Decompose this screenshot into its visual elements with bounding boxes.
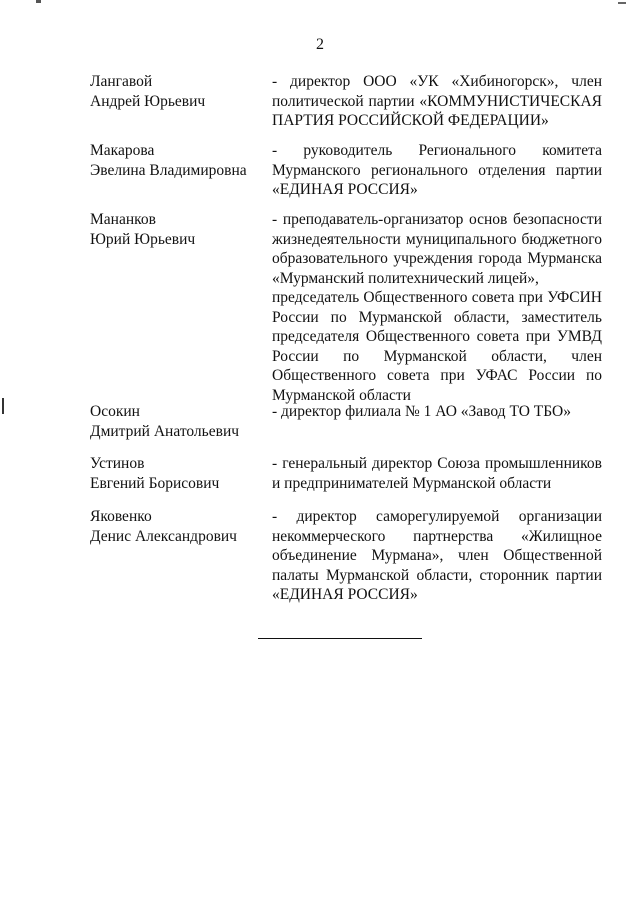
person-description	[272, 210, 602, 405]
person-name	[90, 454, 265, 493]
person-name	[90, 210, 265, 249]
given-name: Евгений Борисович	[90, 474, 220, 492]
person-name	[90, 141, 265, 180]
surname: Осокин	[90, 403, 140, 420]
surname: Устинов	[90, 455, 145, 472]
person-description	[272, 507, 602, 605]
surname: Макарова	[90, 142, 155, 159]
description-paragraph: - генеральный директор Союза промышленников и предпринимателей Мурманской области	[272, 455, 602, 492]
description-paragraph: - директор филиала № 1 АО «Завод ТО ТБО»	[272, 403, 571, 420]
person-description	[272, 141, 602, 200]
given-name: Эвелина Владимировна	[90, 161, 247, 179]
description-paragraph: - руководитель Регионального комитета Мурманского регионального отделения партии «ЕДИНАЯ РОССИЯ»	[272, 142, 602, 198]
description-paragraph: - директор саморегулируемой организации некоммерческого партнерства «Жилищное объединение Мурмана», член Общественной палаты Мурманской области, сторонник партии «ЕДИНАЯ РОССИЯ»	[272, 508, 602, 603]
description-paragraph: - преподаватель-организатор основ безопасности жизнедеятельности муниципального бюджетного образовательного учреждения города Мурманска «Мурманский политехнический лицей»,	[272, 211, 602, 287]
scan-artifact	[2, 398, 4, 414]
person-description	[272, 402, 602, 422]
person-name	[90, 402, 265, 441]
description-paragraph: председатель Общественного совета при УФСИН России по Мурманской области, заместитель председателя Общественного совета при УМВД России по Мурманской области, член Общественного совета при УФАС России по Мурманской области	[272, 289, 602, 404]
given-name: Андрей Юрьевич	[90, 92, 206, 110]
person-name	[90, 72, 265, 111]
given-name: Дмитрий Анатольевич	[90, 422, 240, 440]
given-name: Денис Александрович	[90, 527, 237, 545]
scan-artifact	[36, 0, 41, 3]
description-paragraph: - директор ООО «УК «Хибиногорск», член политической партии «КОММУНИСТИЧЕСКАЯ ПАРТИЯ РОССИЙСКОЙ ФЕДЕРАЦИИ»	[272, 73, 602, 129]
person-description	[272, 72, 602, 131]
person-description	[272, 454, 602, 493]
surname: Яковенко	[90, 508, 152, 525]
surname: Мананков	[90, 211, 156, 228]
given-name: Юрий Юрьевич	[90, 230, 196, 248]
end-divider	[258, 638, 422, 639]
page-number: 2	[316, 36, 324, 53]
person-name	[90, 507, 265, 546]
scan-artifact	[618, 2, 626, 4]
surname: Лангавой	[90, 73, 153, 90]
